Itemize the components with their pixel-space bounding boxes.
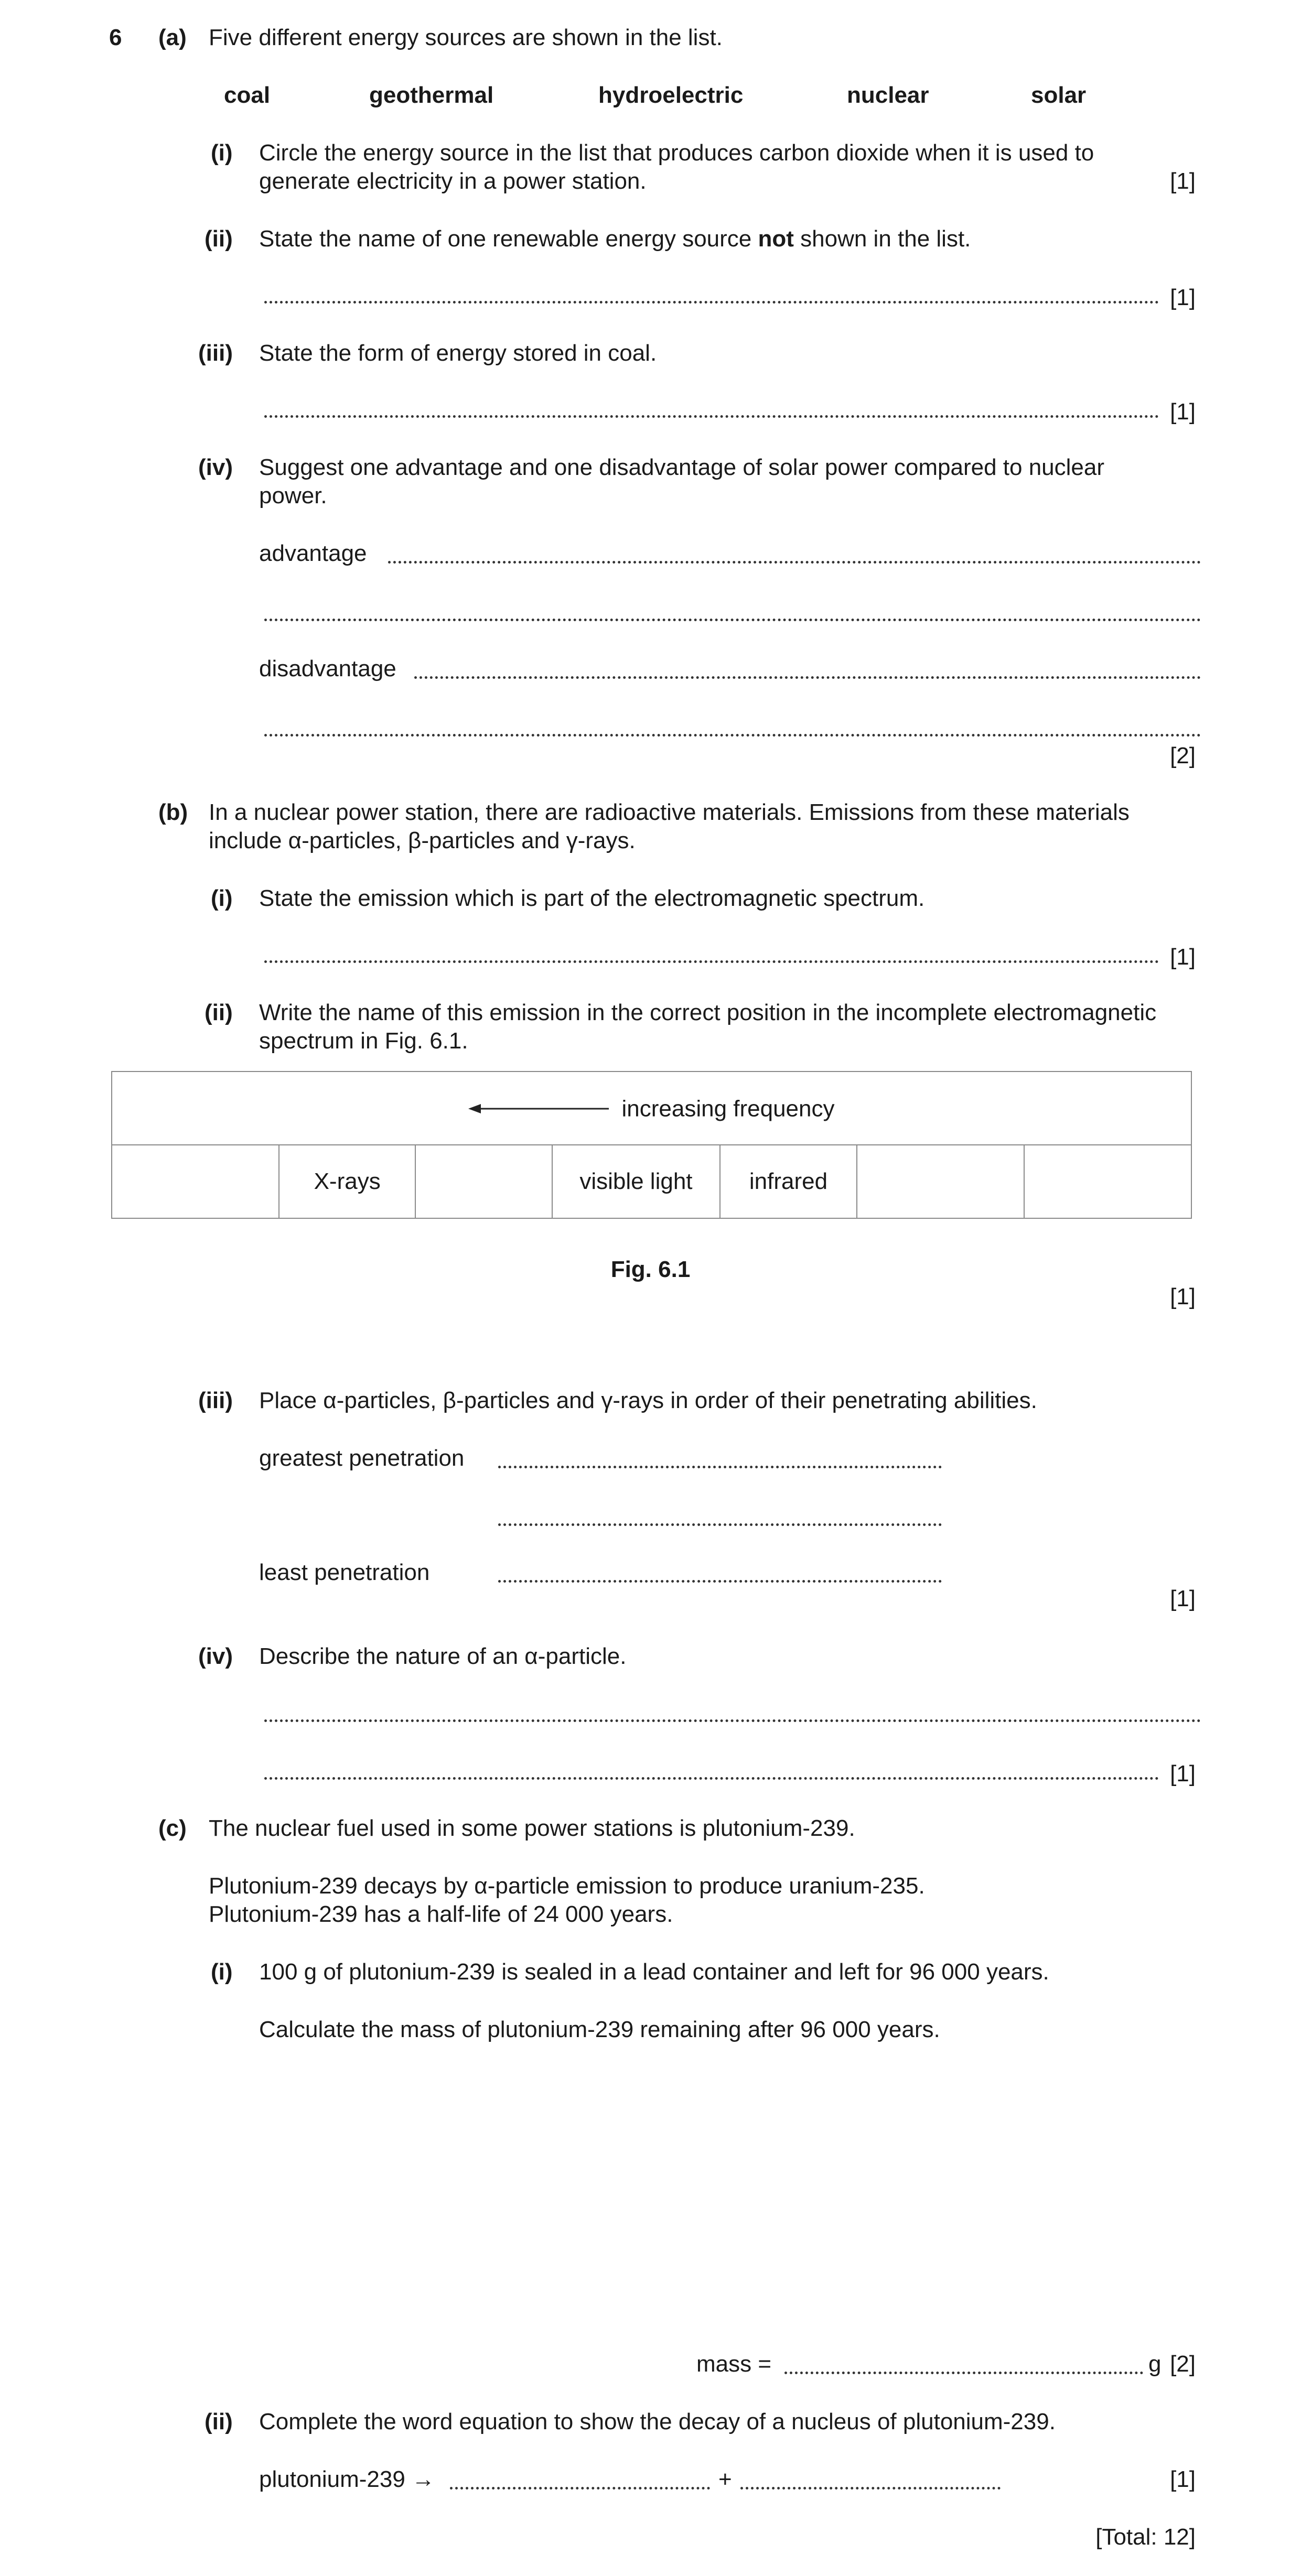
a-i-line1: Circle the energy source in the list that produces carbon dioxide when it is used to: [259, 140, 1094, 166]
spectrum-cell-blank-2[interactable]: [415, 1145, 552, 1218]
mass-unit: g: [1148, 2351, 1162, 2377]
b-iv-text: Describe the nature of an α-particle.: [259, 1643, 627, 1669]
c-i-line1: 100 g of plutonium-239 is sealed in a lead container and left for 96 000 years.: [259, 1959, 1049, 1985]
c-ii-text: Complete the word equation to show the decay of a nucleus of plutonium-239.: [259, 2409, 1056, 2434]
spectrum-cell-infrared: infrared: [720, 1145, 857, 1218]
a-i-mark: [1]: [1170, 168, 1196, 194]
a-i-line2: generate electricity in a power station.: [259, 168, 647, 194]
disadvantage-label: disadvantage: [259, 656, 396, 681]
c-i-mark: [2]: [1170, 2351, 1196, 2377]
greatest-penetration-label: greatest penetration: [259, 1445, 465, 1471]
source-nuclear[interactable]: nuclear: [847, 82, 929, 108]
frequency-arrow-label: increasing frequency: [621, 1096, 835, 1122]
spectrum-cell-xrays: X-rays: [279, 1145, 415, 1218]
part-b-label: (b): [158, 799, 188, 825]
b-iii-text: Place α-particles, β-particles and γ-rays in order of their penetrating abilities.: [259, 1388, 1037, 1413]
equation-product-2-line[interactable]: [740, 2487, 1001, 2490]
a-iv-label: (iv): [198, 454, 233, 480]
equation-start: plutonium-239 →: [259, 2466, 435, 2492]
left-arrow-icon: [468, 1102, 610, 1115]
a-ii-label: (ii): [205, 226, 233, 252]
figure-caption: Fig. 6.1: [610, 1257, 691, 1282]
frequency-arrow-row: [112, 1071, 1191, 1145]
c-i-line2: Calculate the mass of plutonium-239 remaining after 96 000 years.: [259, 2017, 940, 2042]
total-marks: [Total: 12]: [1095, 2524, 1196, 2550]
source-geothermal[interactable]: geothermal: [369, 82, 494, 108]
c-ii-mark: [1]: [1170, 2466, 1196, 2492]
a-iii-answer-line[interactable]: [264, 415, 1159, 418]
part-c-label: (c): [158, 1815, 187, 1841]
source-hydroelectric[interactable]: hydroelectric: [598, 82, 744, 108]
part-c-line1: Plutonium-239 decays by α-particle emission to produce uranium-235.: [209, 1873, 925, 1899]
mass-label: mass =: [696, 2351, 772, 2377]
least-penetration-label: least penetration: [259, 1560, 430, 1585]
b-i-mark: [1]: [1170, 944, 1196, 970]
c-ii-label: (ii): [205, 2409, 233, 2434]
b-iv-answer-line-2[interactable]: [264, 1777, 1159, 1780]
advantage-answer-line[interactable]: [388, 561, 1201, 564]
greatest-penetration-line[interactable]: [498, 1466, 942, 1468]
middle-penetration-line[interactable]: [498, 1523, 942, 1526]
least-penetration-line[interactable]: [498, 1580, 942, 1583]
b-ii-mark: [1]: [1170, 1284, 1196, 1309]
advantage-answer-line-2[interactable]: [264, 619, 1201, 621]
c-i-label: (i): [211, 1959, 233, 1985]
b-iv-answer-line[interactable]: [264, 1719, 1201, 1722]
b-i-answer-line[interactable]: [264, 960, 1159, 963]
part-a-label: (a): [158, 25, 187, 50]
b-ii-label: (ii): [205, 1000, 233, 1025]
disadvantage-answer-line[interactable]: [414, 676, 1201, 679]
spectrum-cell-blank-4[interactable]: [1024, 1145, 1191, 1218]
a-iv-mark: [2]: [1170, 743, 1196, 769]
b-i-text: State the emission which is part of the electromagnetic spectrum.: [259, 885, 925, 911]
a-iii-text: State the form of energy stored in coal.: [259, 340, 657, 366]
a-i-label: (i): [211, 140, 233, 166]
a-iv-line2: power.: [259, 483, 327, 508]
equation-product-1-line[interactable]: [450, 2487, 710, 2490]
b-iv-label: (iv): [198, 1643, 233, 1669]
a-iii-mark: [1]: [1170, 399, 1196, 425]
part-b-line2: include α-particles, β-particles and γ-rays.: [209, 828, 636, 853]
part-c-line2: Plutonium-239 has a half-life of 24 000 years.: [209, 1901, 673, 1927]
a-ii-answer-line[interactable]: [264, 301, 1159, 304]
advantage-label: advantage: [259, 540, 367, 566]
question-number: 6: [109, 25, 122, 50]
part-b-line1: In a nuclear power station, there are radioactive materials. Emissions from these materials: [209, 799, 1130, 825]
b-i-label: (i): [211, 885, 233, 911]
spectrum-cell-visible-light: visible light: [552, 1145, 720, 1218]
spectrum-cell-blank-3[interactable]: [857, 1145, 1024, 1218]
a-iv-line1: Suggest one advantage and one disadvantage of solar power compared to nuclear: [259, 454, 1105, 480]
part-c-intro: The nuclear fuel used in some power stations is plutonium-239.: [209, 1815, 855, 1841]
source-solar[interactable]: solar: [1031, 82, 1087, 108]
b-iv-mark: [1]: [1170, 1761, 1196, 1787]
source-coal[interactable]: coal: [224, 82, 271, 108]
b-ii-line1: Write the name of this emission in the correct position in the incomplete electromagnetic: [259, 1000, 1157, 1025]
a-ii-mark: [1]: [1170, 285, 1196, 310]
a-ii-text: State the name of one renewable energy source not shown in the list.: [259, 226, 971, 252]
mass-answer-line[interactable]: [784, 2372, 1143, 2374]
b-ii-line2: spectrum in Fig. 6.1.: [259, 1028, 468, 1054]
b-iii-label: (iii): [198, 1388, 233, 1413]
part-a-intro: Five different energy sources are shown in the list.: [209, 25, 723, 50]
em-spectrum-figure: [111, 1071, 1192, 1219]
equation-plus: +: [718, 2466, 732, 2492]
b-iii-mark: [1]: [1170, 1586, 1196, 1611]
disadvantage-answer-line-2[interactable]: [264, 734, 1201, 737]
spectrum-cell-blank-1[interactable]: [112, 1145, 279, 1218]
a-iii-label: (iii): [198, 340, 233, 366]
